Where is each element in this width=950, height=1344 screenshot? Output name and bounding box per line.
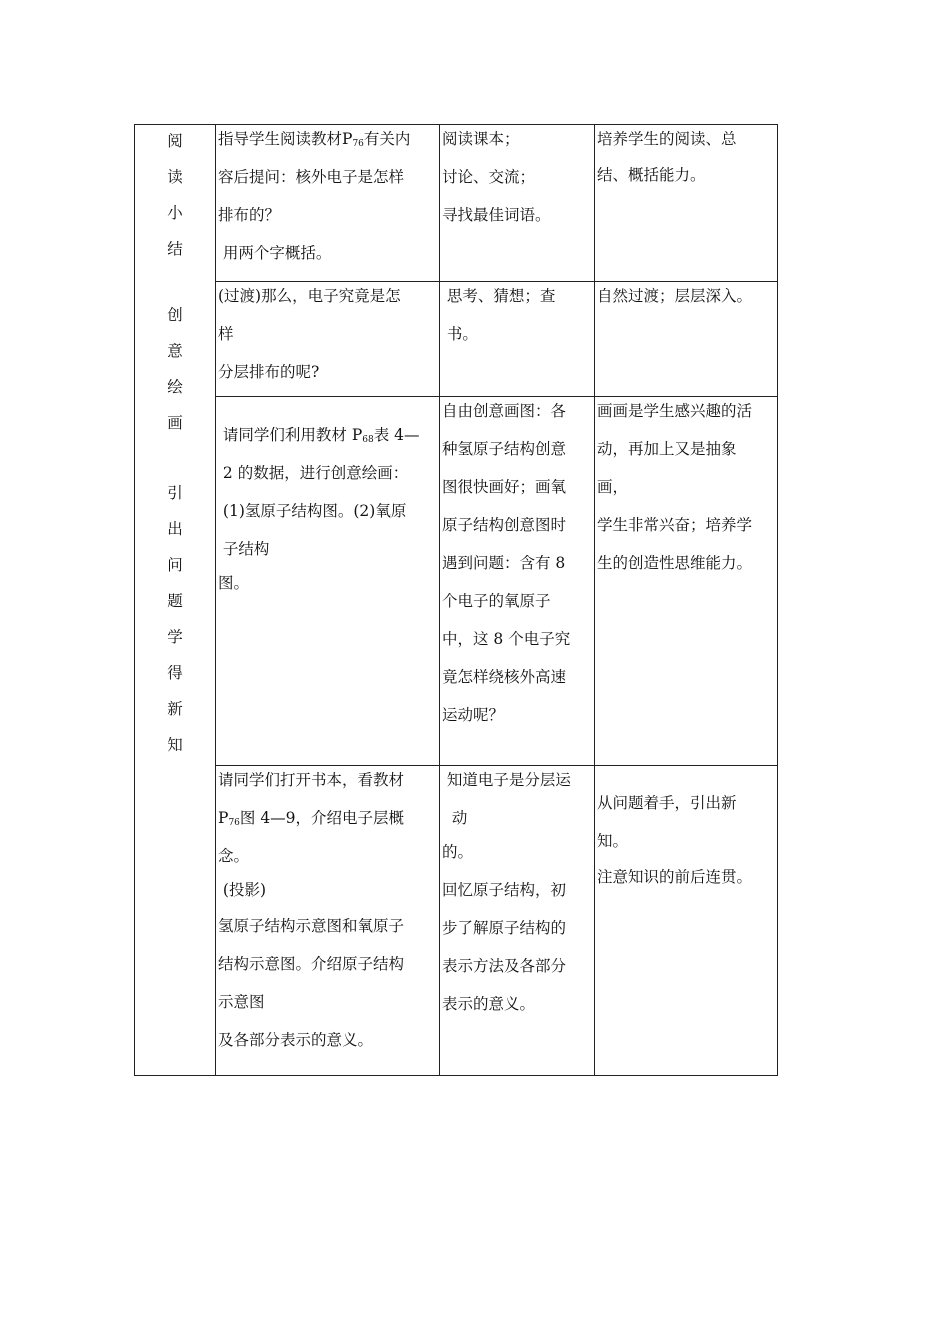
design-intent-cell bbox=[597, 282, 777, 320]
cell-text: 自然过渡；层层深入。 bbox=[597, 287, 753, 305]
cell-text: 竟怎样绕核外高速 bbox=[442, 668, 567, 686]
stage-char: 绘 bbox=[167, 378, 183, 396]
cell-text: 2 的数据，进行创意绘画： bbox=[218, 464, 409, 482]
stage-char: 意 bbox=[167, 342, 183, 360]
design-intent-cell bbox=[597, 789, 777, 901]
stage-char: 出 bbox=[167, 520, 183, 538]
cell-text: 分层排布的呢? bbox=[218, 363, 320, 381]
cell-text: 生的创造性思维能力。 bbox=[597, 554, 753, 572]
column-divider bbox=[594, 125, 595, 1075]
cell-text: 的。 bbox=[442, 843, 474, 861]
cell-text: 原子结构创意图时 bbox=[442, 516, 567, 534]
stage-char: 结 bbox=[167, 240, 183, 258]
stage-char: 知 bbox=[167, 736, 183, 754]
cell-text: 注意知识的前后连贯。 bbox=[597, 868, 753, 886]
cell-text: 种氢原子结构创意 bbox=[442, 440, 567, 458]
stage-char: 引 bbox=[167, 484, 183, 502]
cell-text: 运动呢？ bbox=[442, 706, 505, 724]
page-subscript: 76 bbox=[352, 139, 364, 149]
teacher-activity-cell bbox=[218, 421, 438, 607]
cell-text: (1)氢原子结构图。(2)氧原 bbox=[218, 502, 407, 520]
cell-text: 中，这 8 个电子究 bbox=[442, 630, 571, 648]
column-divider bbox=[215, 125, 216, 1075]
cell-text: 知道电子是分层运 bbox=[442, 771, 571, 789]
cell-text: 图 4—9，介绍电子层概 bbox=[239, 809, 405, 827]
stage-label-creative-drawing bbox=[135, 301, 215, 445]
stage-char: 小 bbox=[167, 204, 183, 222]
cell-text: 寻找最佳词语。 bbox=[442, 206, 551, 224]
cell-text: 有关内 bbox=[363, 130, 411, 148]
cell-text: 表示的意义。 bbox=[442, 995, 536, 1013]
cell-text: 动，再加上又是抽象 bbox=[597, 440, 737, 458]
cell-text: 思考、猜想；查 bbox=[442, 287, 556, 305]
cell-text: 表示方法及各部分 bbox=[442, 957, 567, 975]
cell-text: P bbox=[342, 130, 353, 148]
stage-char: 创 bbox=[167, 306, 183, 324]
cell-text: 容后提问：核外电子是怎样 bbox=[218, 168, 405, 186]
cell-text: 指导学生阅读教材 bbox=[218, 130, 343, 148]
stage-char: 学 bbox=[167, 628, 183, 646]
stage-char: 新 bbox=[167, 700, 183, 718]
design-intent-cell bbox=[597, 397, 777, 587]
cell-text: 遇到问题：含有 8 bbox=[442, 554, 566, 572]
cell-text: 回忆原子结构，初 bbox=[442, 881, 567, 899]
cell-text: 及各部分表示的意义。 bbox=[218, 1031, 374, 1049]
stage-char: 阅 bbox=[167, 132, 183, 150]
cell-text: 个电子的氧原子 bbox=[442, 592, 551, 610]
cell-text: 书。 bbox=[442, 325, 478, 343]
cell-text: 样 bbox=[218, 325, 234, 343]
cell-text: 图很快画好；画氧 bbox=[442, 478, 567, 496]
cell-text: 从问题着手，引出新 bbox=[597, 794, 737, 812]
cell-text: 培养学生的阅读、总 bbox=[597, 130, 737, 148]
cell-text: 步了解原子结构的 bbox=[442, 919, 567, 937]
cell-text: 学生非常兴奋；培养学 bbox=[597, 516, 753, 534]
stage-char: 题 bbox=[167, 592, 183, 610]
student-activity-cell bbox=[442, 125, 592, 239]
cell-text: 阅读课本； bbox=[442, 130, 520, 148]
cell-text: 画画是学生感兴趣的活 bbox=[597, 402, 753, 420]
cell-text: 自由创意画图：各 bbox=[442, 402, 567, 420]
teacher-activity-cell bbox=[218, 282, 438, 396]
stage-label-reading-summary bbox=[135, 127, 215, 271]
page-subscript: 76 bbox=[228, 818, 240, 828]
stage-char: 问 bbox=[167, 556, 183, 574]
lesson-plan-table bbox=[134, 124, 778, 1076]
cell-text: 氢原子结构示意图和氧原子 bbox=[218, 917, 405, 935]
teacher-activity-cell bbox=[218, 125, 438, 277]
stage-char: 读 bbox=[167, 168, 183, 186]
student-activity-cell bbox=[442, 766, 592, 1028]
stage-label-new-knowledge bbox=[135, 479, 215, 767]
student-activity-cell bbox=[442, 282, 592, 358]
cell-text: 图。 bbox=[218, 574, 250, 592]
cell-text: P bbox=[218, 809, 229, 827]
design-intent-cell bbox=[597, 125, 777, 197]
cell-text: 结、概括能力。 bbox=[597, 166, 706, 184]
student-activity-cell bbox=[442, 397, 592, 739]
page-subscript: 68 bbox=[362, 435, 374, 445]
cell-text: 表 4— bbox=[373, 426, 420, 444]
stage-char: 画 bbox=[167, 414, 183, 432]
cell-text: 讨论、交流； bbox=[442, 168, 536, 186]
cell-text: 念。 bbox=[218, 847, 250, 865]
cell-text: 知。 bbox=[597, 832, 629, 850]
cell-text: (过渡)那么，电子究竟是怎 bbox=[218, 287, 401, 305]
column-divider bbox=[439, 125, 440, 1075]
cell-text: 结构示意图。介绍原子结构 bbox=[218, 955, 405, 973]
teacher-activity-cell bbox=[218, 766, 438, 1064]
cell-text: 请同学们打开书本，看教材 bbox=[218, 771, 405, 789]
cell-text: 动 bbox=[442, 809, 468, 827]
stage-char: 得 bbox=[167, 664, 183, 682]
cell-text: 请同学们利用教材 P bbox=[218, 426, 363, 444]
cell-text: 画， bbox=[597, 478, 629, 496]
cell-text: (投影) bbox=[218, 881, 267, 899]
cell-text: 示意图 bbox=[218, 993, 265, 1011]
cell-text: 排布的？ bbox=[218, 206, 281, 224]
cell-text: 用两个字概括。 bbox=[218, 244, 332, 262]
cell-text: 子结构 bbox=[218, 540, 270, 558]
